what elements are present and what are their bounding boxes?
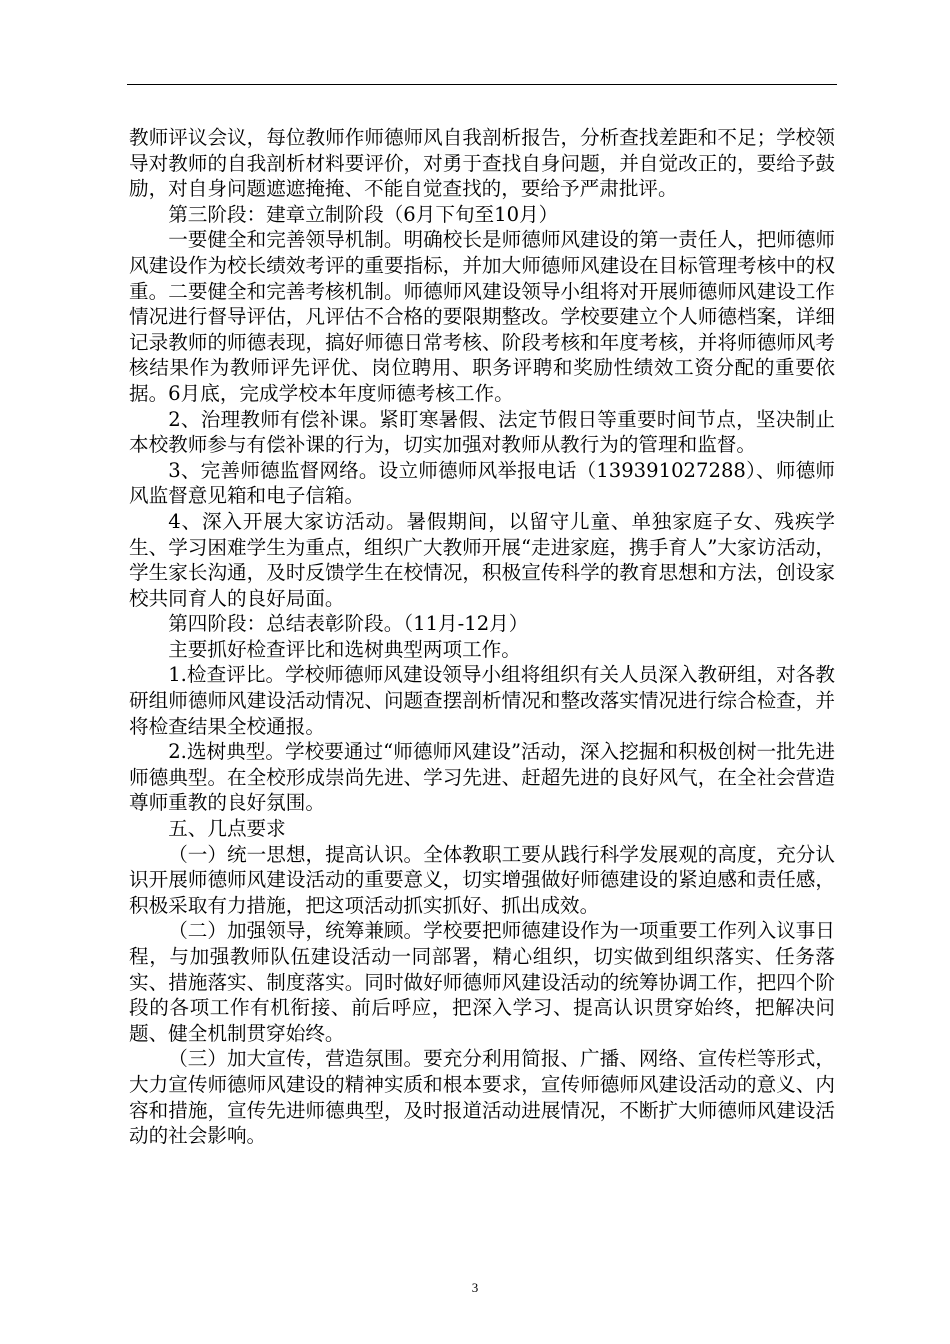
paragraph: 主要抓好检查评比和选树典型两项工作。: [168, 637, 521, 661]
paragraph: 4、深入开展大家访活动。暑假期间，以留守儿童、单独家庭子女、残疾学生、学习困难学生为重点，组织广大教师开展“走进家庭，携手育人”大家访活动，学生家长沟通，及时反馈学生在校情况，积极宣传科学的教育思想和方法，创设家校共同育人的良好局面。: [129, 509, 835, 610]
header-rule: [127, 84, 837, 85]
body-text: [129, 125, 835, 1149]
paragraph: 2、治理教师有偿补课。紧盯寒暑假、法定节假日等重要时间节点，坚决制止本校教师参与有偿补课的行为，切实加强对教师从教行为的管理和监督。: [129, 407, 835, 457]
section-five-heading: 五、几点要求: [168, 817, 286, 841]
paragraph: 3、完善师德监督网络。设立师德师风举报电话（13939102728​8）、师德师风监督意见箱和电子信箱。: [129, 458, 835, 508]
paragraph: 2.选树典型。学校要通过“师德师风建设”活动，深入挖掘和积极创树一批先进师德典型。在全校形成崇尚先进、学习先进、赶超先进的良好风气，在全社会营造尊师重教的良好氛围。: [129, 740, 835, 815]
paragraph: 1.检查评比。学校师德师风建设领导小组将组织有关人员深入教研组，对各教研组师德师风建设活动情况、问题查摆剖析情况和整改落实情况进行综合检查，并将检查结果全校通报。: [129, 663, 835, 738]
paragraph: （三）加大宣传，营造氛围。要充分利用简报、广播、网络、宣传栏等形式，大力宣传师德师风建设的精神实质和根本要求，宣传师德师风建设活动的意义、内容和措施，宣传先进师德典型，及时报道活动进展情况，不断扩大师德师风建设活动的社会影响。: [129, 1047, 835, 1148]
page-number: 3: [471, 1280, 479, 1295]
paragraph: （一）统一思想，提高认识。全体教职工要从践行科学发展观的高度，充分认识开展师德师风建设活动的重要意义，切实增强做好师德建设的紧迫感和责任感，积极采取有力措施，把这项活动抓实抓好、抓出成效。: [129, 842, 835, 917]
paragraph: 教师评议会议，每位教师作师德师风自我剖析报告，分析查找差距和不足；学校领导对教师的自我剖析材料要评价，对勇于查找自身问题，并自觉改正的，要给予鼓励，对自身问题遮遮掩掩、不能自觉查找的，要给予严肃批评。: [129, 126, 835, 201]
paragraph: 一要健全和完善领导机制。明确校长是师德师风建设的第一责任人，把师德师风建设作为校长绩效考评的重要指标，并加大师德师风建设在目标管理考核中的权重。二要健全和完善考核机制。师德师风建设领导小组将对开展师德师风建设工作情况进行督导评估，凡评估不合格的要限期整改。学校要建立个人师德档案，详细记录教师的师德表现，搞好师德日常考核、阶段考核和年度考核，并将师德师风考核结果作为教师评先评优、岗位聘用、职务评聘和奖励性绩效工资分配的重要依据。6月底，完成学校本年度师德考核工作。: [129, 228, 835, 405]
paragraph: （二）加强领导，统筹兼顾。学校要把师德建设作为一项重要工作列入议事日程，与加强教师队伍建设活动一同部署，精心组织，切实做到组织落实、任务落实、措施落实、制度落实。同时做好师德师风建设活动的统筹协调工作，把四个阶段的各项工作有机衔接、前后呼应，把深入学习、提高认识贯穿始终，把解决问题、健全机制贯穿始终。: [129, 919, 835, 1045]
stage-three-heading: 第三阶段：建章立制阶段（6月下旬至10月）: [168, 202, 559, 226]
stage-four-heading: 第四阶段：总结表彰阶段。（11月-12月）: [168, 612, 529, 636]
